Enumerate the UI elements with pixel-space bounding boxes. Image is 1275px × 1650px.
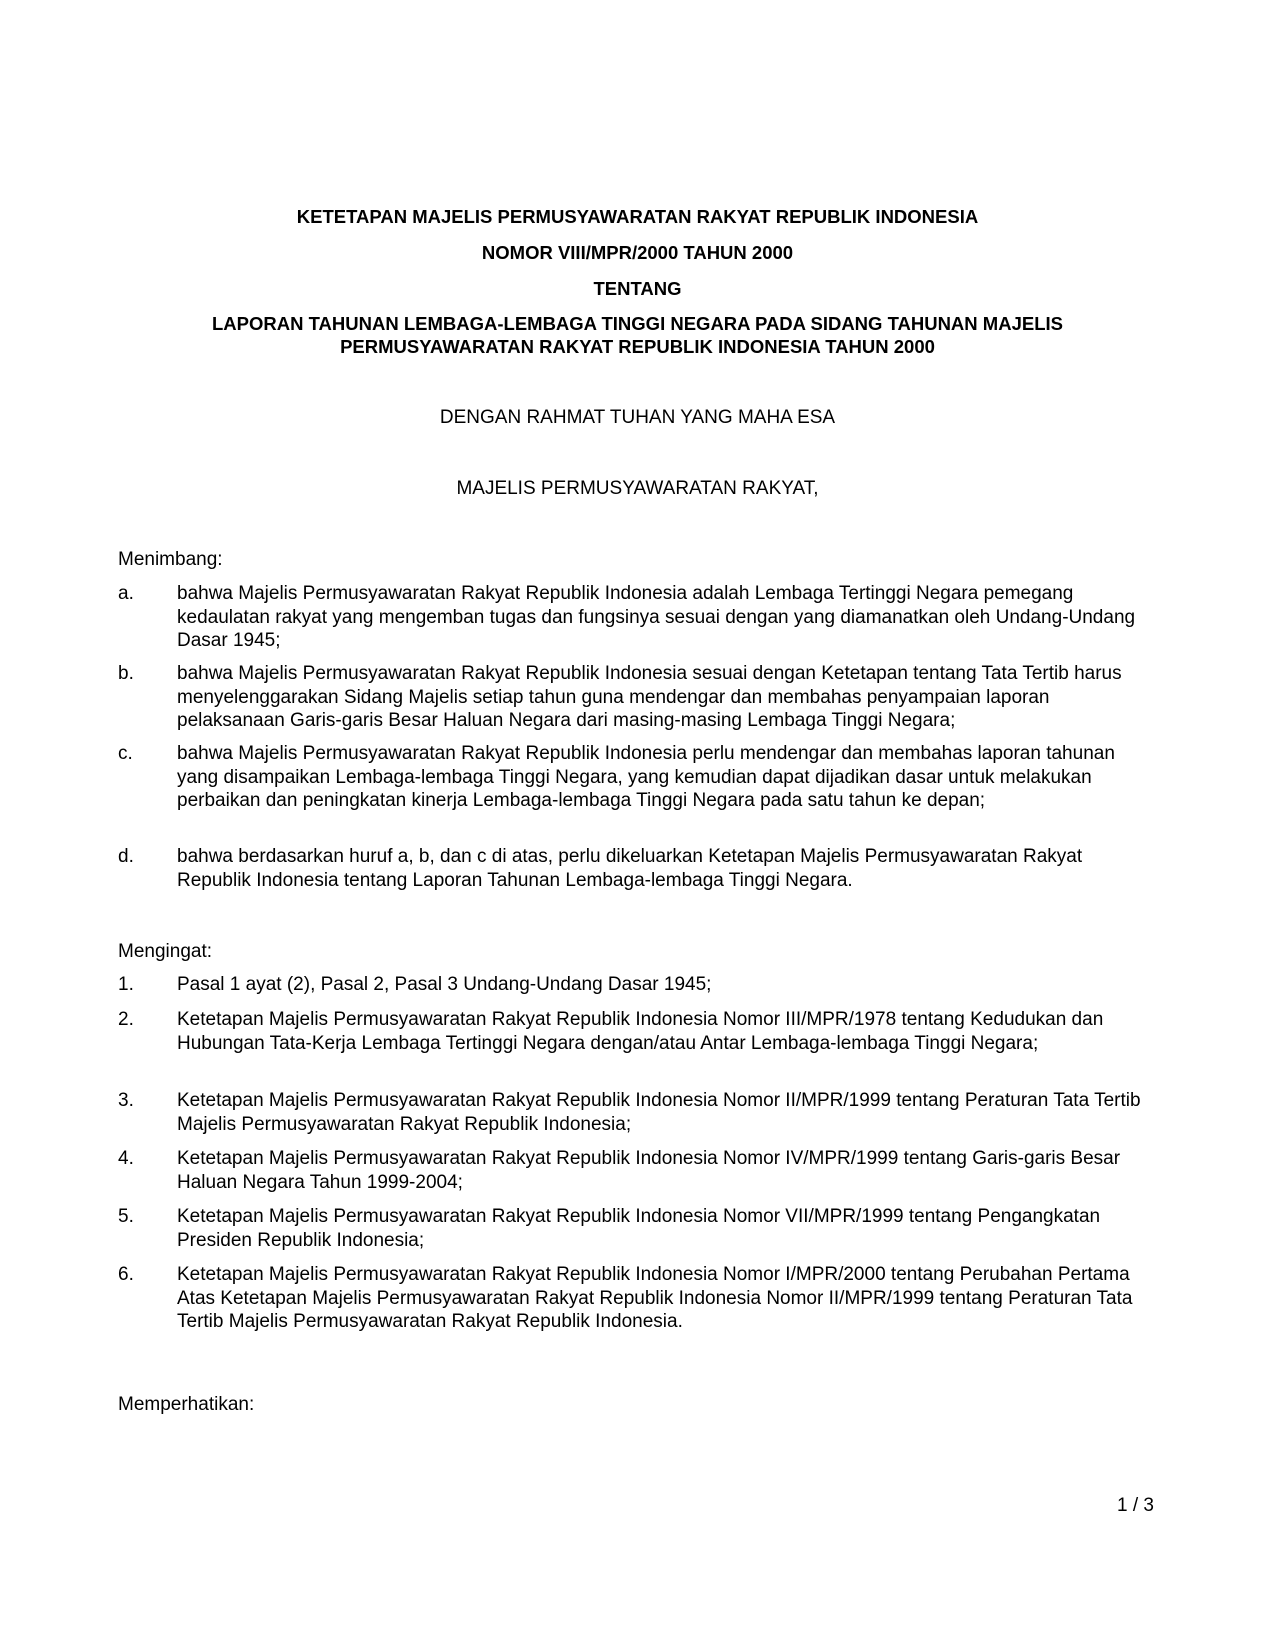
list-marker: 3. bbox=[118, 1090, 134, 1111]
list-item-text: Ketetapan Majelis Permusyawaratan Rakyat Republik Indonesia Nomor III/MPR/1978 tentang Kedudukan dan Hubungan Tata-Kerja Lembaga Tertinggi Negara dengan/atau Antar Lembaga-lembaga Tinggi Negara; bbox=[177, 1009, 1104, 1054]
list-item bbox=[118, 1008, 1158, 1055]
list-item bbox=[118, 973, 1158, 997]
list-marker: d. bbox=[118, 846, 134, 867]
invocation: DENGAN RAHMAT TUHAN YANG MAHA ESA bbox=[439, 407, 836, 428]
list-item bbox=[118, 662, 1158, 733]
list-item bbox=[118, 582, 1158, 653]
section-label-menimbang: Menimbang: bbox=[118, 549, 223, 570]
list-item-text: Ketetapan Majelis Permusyawaratan Rakyat Republik Indonesia Nomor IV/MPR/1999 tentang Garis-garis Besar Haluan Negara Tahun 1999-2004; bbox=[177, 1148, 1121, 1193]
list-marker: 2. bbox=[118, 1009, 134, 1030]
list-marker: a. bbox=[118, 583, 134, 604]
assembly-heading: MAJELIS PERMUSYAWARATAN RAKYAT, bbox=[456, 478, 819, 499]
list-item-text: Ketetapan Majelis Permusyawaratan Rakyat Republik Indonesia Nomor VII/MPR/1999 tentang Pengangkatan Presiden Republik Indonesia; bbox=[177, 1206, 1101, 1251]
list-item-text: Pasal 1 ayat (2), Pasal 2, Pasal 3 Undang-Undang Dasar 1945; bbox=[177, 974, 712, 995]
list-item bbox=[118, 1089, 1158, 1136]
list-item-text: Ketetapan Majelis Permusyawaratan Rakyat Republik Indonesia Nomor I/MPR/2000 tentang Perubahan Pertama Atas Ketetapan Majelis Permusyawaratan Rakyat Republik Indonesia Nomor II/MPR/1999 tentang Peraturan Tata Tertib Majelis Permusyawaratan Rakyat Republik Indonesia. bbox=[177, 1264, 1133, 1332]
list-item-text: bahwa Majelis Permusyawaratan Rakyat Republik Indonesia sesuai dengan Ketetapan tentang Tata Tertib harus menyelenggarakan Sidang Majelis setiap tahun guna mendengar dan membahas penyampaian laporan pelaksanaan Garis-garis Besar Haluan Negara dari masing-masing Lembaga Tinggi Negara; bbox=[177, 663, 1122, 731]
document-subject-line1: LAPORAN TAHUNAN LEMBAGA-LEMBAGA TINGGI NEGARA PADA SIDANG TAHUNAN MAJELIS bbox=[212, 313, 1063, 334]
document-number: NOMOR VIII/MPR/2000 TAHUN 2000 bbox=[481, 242, 794, 263]
list-item-text: bahwa berdasarkan huruf a, b, dan c di atas, perlu dikeluarkan Ketetapan Majelis Permusyawaratan Rakyat Republik Indonesia tentang Laporan Tahunan Lembaga-lembaga Tinggi Negara. bbox=[177, 846, 1083, 891]
list-item bbox=[118, 1147, 1158, 1194]
list-item-text: Ketetapan Majelis Permusyawaratan Rakyat Republik Indonesia Nomor II/MPR/1999 tentang Peraturan Tata Tertib Majelis Permusyawaratan Rakyat Republik Indonesia; bbox=[177, 1090, 1141, 1135]
list-marker: 1. bbox=[118, 974, 134, 995]
list-marker: 5. bbox=[118, 1206, 134, 1227]
list-item-text: bahwa Majelis Permusyawaratan Rakyat Republik Indonesia perlu mendengar dan membahas laporan tahunan yang disampaikan Lembaga-lembaga Tinggi Negara, yang kemudian dapat dijadikan dasar untuk melakukan perbaikan dan peningkatan kinerja Lembaga-lembaga Tinggi Negara pada satu tahun ke depan; bbox=[177, 743, 1115, 811]
list-marker: 4. bbox=[118, 1148, 134, 1169]
list-item bbox=[118, 1205, 1158, 1252]
document-tentang: TENTANG bbox=[593, 278, 682, 299]
list-marker: c. bbox=[118, 743, 133, 764]
list-item bbox=[118, 742, 1158, 813]
section-label-memperhatikan: Memperhatikan: bbox=[118, 1394, 255, 1415]
list-marker: 6. bbox=[118, 1264, 134, 1285]
document-subject-line2: PERMUSYAWARATAN RAKYAT REPUBLIK INDONESIA TAHUN 2000 bbox=[340, 336, 935, 357]
list-item bbox=[118, 1263, 1158, 1334]
list-marker: b. bbox=[118, 663, 134, 684]
document-title-line1: KETETAPAN MAJELIS PERMUSYAWARATAN RAKYAT REPUBLIK INDONESIA bbox=[296, 206, 979, 227]
section-label-mengingat: Mengingat: bbox=[118, 941, 213, 962]
list-item-text: bahwa Majelis Permusyawaratan Rakyat Republik Indonesia adalah Lembaga Tertinggi Negara pemegang kedaulatan rakyat yang mengemban tugas dan fungsinya sesuai dengan yang diamanatkan oleh Undang-Undang Dasar 1945; bbox=[177, 583, 1136, 651]
list-item bbox=[118, 845, 1158, 892]
page-number: 1 / 3 bbox=[1117, 1495, 1154, 1516]
